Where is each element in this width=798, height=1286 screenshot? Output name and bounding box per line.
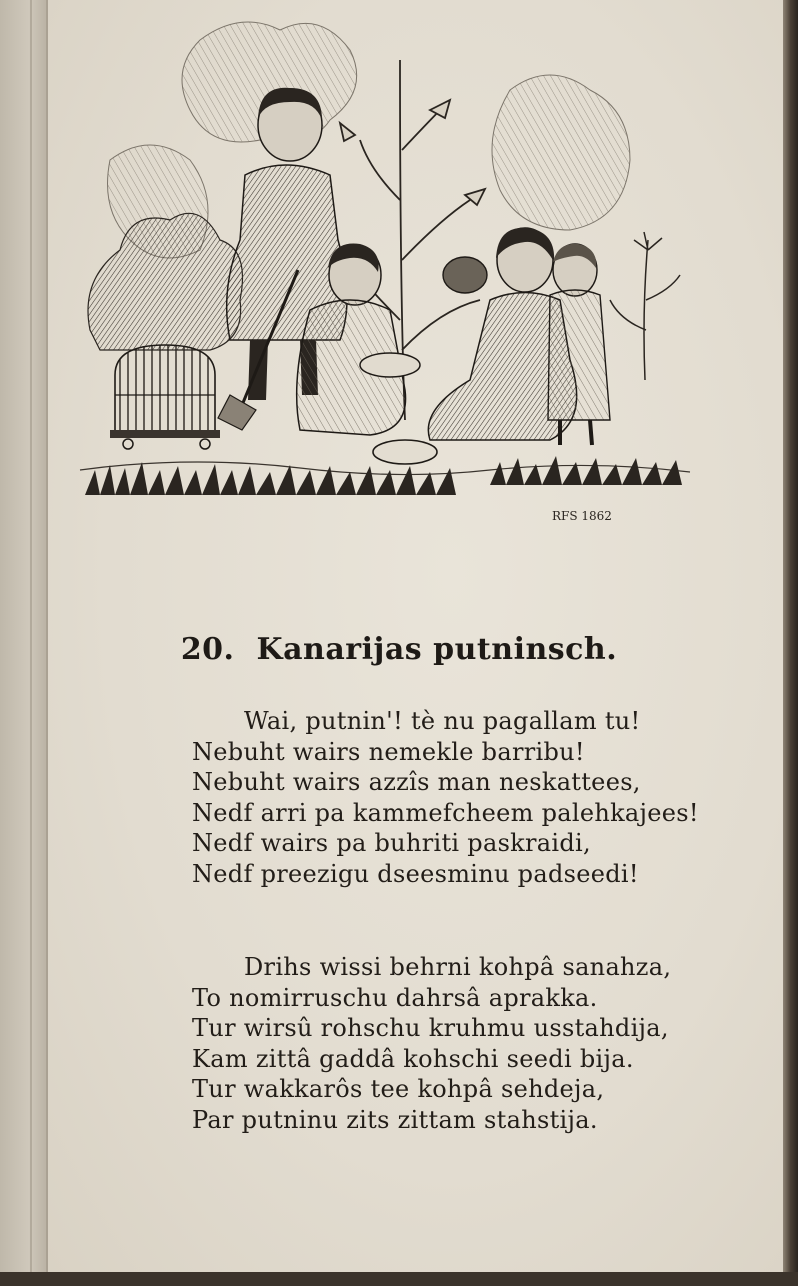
verse-line: Tur wakkarôs tee kohpâ sehdeja,	[192, 1075, 605, 1103]
bowl	[373, 440, 437, 464]
verse-line: Wai, putnin'! tè nu pagallam tu!	[244, 707, 641, 735]
verse-line: To nomirruschu dahrsâ aprakka.	[192, 983, 598, 1012]
poem-number: 20.	[180, 632, 235, 667]
verse-line: Par putninu zits zittam stahstija.	[192, 1105, 598, 1134]
verse-line: Nebuht wairs azzîs man neskattees,	[192, 768, 641, 796]
verse-line: Tur wirsû rohschu kruhmu usstahdija,	[192, 1014, 669, 1042]
book-bottom-edge	[0, 1272, 798, 1286]
verse-line: Nedf arri pa kammefcheem palehkajees!	[192, 798, 699, 827]
stanza-1	[192, 706, 712, 889]
birdcage	[110, 345, 220, 449]
left-bush	[88, 213, 243, 350]
verse-line: Drihs wissi behrni kohpâ sanahza,	[244, 953, 672, 981]
engraver-signature: RFS 1862	[552, 509, 612, 523]
stanza-2	[192, 952, 712, 1135]
book-right-edge	[783, 0, 798, 1286]
verse-line: Nedf preezigu dseesminu padseedi!	[192, 859, 639, 888]
verse-line: Nedf wairs pa buhriti paskraidi,	[192, 829, 591, 857]
poem-title: Kanarijas putninsch.	[256, 632, 618, 667]
children-garden-engraving	[70, 0, 710, 540]
verse-line: Nebuht wairs nemekle barribu!	[192, 737, 585, 766]
right-flower	[610, 232, 680, 380]
verse-line: Kam zittâ gaddâ kohschi seedi bija.	[192, 1044, 634, 1073]
small-child	[548, 244, 610, 445]
poem-title-line	[0, 632, 798, 667]
